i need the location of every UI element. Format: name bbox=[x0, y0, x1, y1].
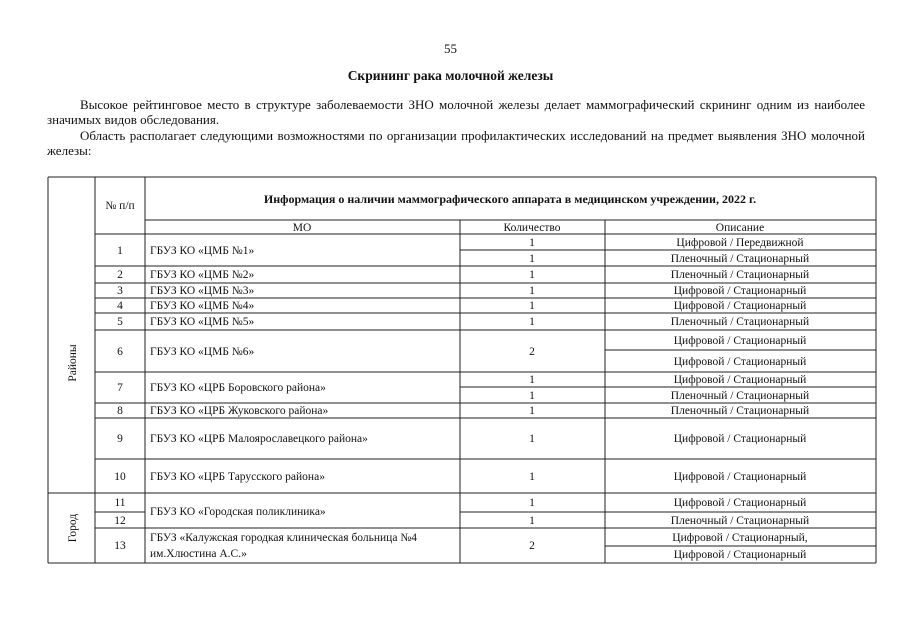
row-desc: Цифровой / Стационарный bbox=[673, 497, 807, 509]
row-mo: ГБУЗ КО «ЦМБ №5» bbox=[150, 316, 255, 328]
row-desc: Цифровой / Стационарный bbox=[673, 285, 807, 297]
row-qty: 1 bbox=[529, 316, 535, 328]
row-qty: 1 bbox=[529, 253, 535, 265]
row-desc: Цифровой / Передвижной bbox=[676, 237, 804, 249]
row-qty: 1 bbox=[529, 471, 535, 483]
row-mo: ГБУЗ КО «ЦРБ Малоярославецкого района» bbox=[150, 433, 368, 445]
header-desc: Описание bbox=[715, 222, 765, 234]
row-desc: Цифровой / Стационарный bbox=[673, 300, 807, 312]
header-mo: МО bbox=[292, 222, 312, 234]
group-label-gorod: Город bbox=[67, 513, 79, 543]
row-mo: им.Хлюстина А.С.» bbox=[150, 548, 247, 560]
row-desc: Цифровой / Стационарный bbox=[673, 356, 807, 368]
row-mo: ГБУЗ КО «ЦМБ №1» bbox=[150, 245, 255, 257]
row-qty: 1 bbox=[529, 497, 535, 509]
row-desc: Цифровой / Стационарный bbox=[673, 335, 807, 347]
row-qty: 1 bbox=[529, 390, 535, 402]
row-qty: 1 bbox=[529, 433, 535, 445]
row-mo: ГБУЗ КО «ЦРБ Боровского района» bbox=[150, 382, 326, 394]
row-mo: ГБУЗ КО «Городская поликлиника» bbox=[150, 506, 326, 518]
row-desc: Пленочный / Стационарный bbox=[670, 515, 810, 527]
row-num: 12 bbox=[114, 515, 126, 527]
row-qty: 2 bbox=[529, 346, 535, 358]
row-num: 11 bbox=[114, 497, 126, 509]
row-num: 8 bbox=[117, 405, 123, 417]
row-mo: ГБУЗ КО «ЦРБ Тарусского района» bbox=[150, 471, 325, 483]
row-num: 1 bbox=[117, 245, 123, 257]
paragraph-capabilities: Область располагает следующими возможностями по организации профилактических исследований на предмет выявления ЗНО молочной железы: bbox=[47, 128, 865, 158]
paragraph-intro: Высокое рейтинговое место в структуре заболеваемости ЗНО молочной железы делает маммографический скрининг одним из наиболее значимых видов обследования. bbox=[47, 97, 865, 127]
row-num: 10 bbox=[114, 471, 126, 483]
row-desc: Пленочный / Стационарный bbox=[670, 405, 810, 417]
header-num: № п/п bbox=[105, 200, 135, 212]
row-qty: 2 bbox=[529, 540, 535, 552]
row-qty: 1 bbox=[529, 374, 535, 386]
row-desc: Цифровой / Стационарный bbox=[673, 549, 807, 561]
row-desc: Пленочный / Стационарный bbox=[670, 390, 810, 402]
row-desc: Пленочный / Стационарный bbox=[670, 316, 810, 328]
row-num: 3 bbox=[117, 285, 123, 297]
header-main: Информация о наличии маммографического аппарата в медицинском учреждении, 2022 г. bbox=[263, 192, 757, 206]
row-mo: ГБУЗ «Калужская городкая клиническая больница №4 bbox=[150, 532, 418, 544]
row-mo: ГБУЗ КО «ЦМБ №2» bbox=[150, 269, 255, 281]
row-desc: Цифровой / Стационарный bbox=[673, 433, 807, 445]
row-desc: Цифровой / Стационарный bbox=[673, 374, 807, 386]
row-qty: 1 bbox=[529, 300, 535, 312]
row-num: 5 bbox=[117, 316, 123, 328]
row-desc: Цифровой / Стационарный bbox=[673, 471, 807, 483]
row-num: 9 bbox=[117, 433, 123, 445]
row-mo: ГБУЗ КО «ЦМБ №4» bbox=[150, 300, 255, 312]
row-num: 2 bbox=[117, 269, 123, 281]
header-qty: Количество bbox=[503, 222, 561, 234]
section-title: Скрининг рака молочной железы bbox=[347, 68, 554, 83]
row-desc: Цифровой / Стационарный, bbox=[672, 532, 808, 544]
row-qty: 1 bbox=[529, 237, 535, 249]
row-qty: 1 bbox=[529, 285, 535, 297]
row-qty: 1 bbox=[529, 405, 535, 417]
row-qty: 1 bbox=[529, 269, 535, 281]
row-num: 7 bbox=[117, 382, 123, 394]
group-label-rayony: Районы bbox=[67, 344, 79, 382]
row-qty: 1 bbox=[529, 515, 535, 527]
row-desc: Пленочный / Стационарный bbox=[670, 269, 810, 281]
row-mo: ГБУЗ КО «ЦМБ №3» bbox=[150, 285, 255, 297]
row-mo: ГБУЗ КО «ЦРБ Жуковского района» bbox=[150, 405, 329, 417]
row-num: 13 bbox=[114, 540, 126, 552]
row-desc: Пленочный / Стационарный bbox=[670, 253, 810, 265]
page-number: 55 bbox=[444, 41, 457, 56]
row-mo: ГБУЗ КО «ЦМБ №6» bbox=[150, 346, 255, 358]
row-num: 6 bbox=[117, 346, 123, 358]
row-num: 4 bbox=[117, 300, 123, 312]
